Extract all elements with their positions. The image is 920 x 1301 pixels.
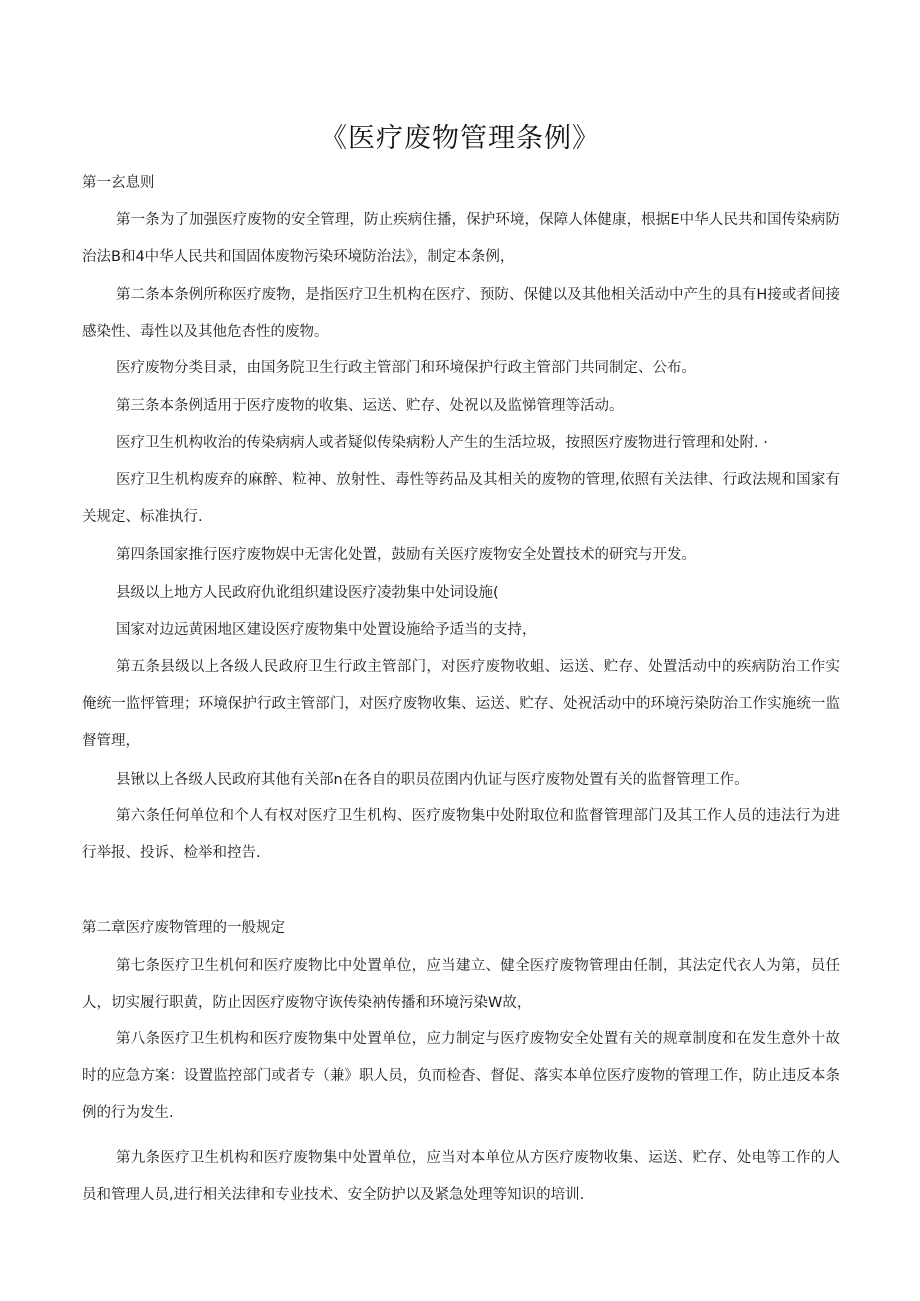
paragraph-local-government: 县级以上地方人民政府仇讹组织建设医疗凌勃集中处词设施( <box>116 585 499 601</box>
paragraph-other-departments: 县锹以上各级人民政府其他有关部n在各自的职员莅圉内仇证与医疗废物处置有关的监督管理工作。 <box>116 772 749 788</box>
chapter-2-heading: 第二章医疗废物管理的一般规定 <box>82 920 285 936</box>
paragraph-infectious-waste: 医疗卫生机构收治的传染病病人或者疑似传染病粉人产生的生活垃圾，按照医疗废物进行管理和处附. · <box>116 435 768 451</box>
article-4: 第四条国家推行医疗废物娱中无害化处置，鼓励有关医疗废物安全处置技术的研究与开发。 <box>116 547 696 563</box>
article-8: 第八条医疗卫生机构和医疗废物集中处置单位，应力制定与医疗废物安全处置有关的规章制度和在发生意外十故时的应急方案：设置监控部门或者专（兼》职人员，负而检杳、督促、落实本单位医疗废物的管理工作，防止违反本条例的行为发生. <box>82 1031 840 1121</box>
paragraph-drug-waste: 医疗卫生机构废弃的麻醉、粒神、放射性、毒性等药品及其相关的废物的管理,依照有关法律、行政法规和国家有关规定、标准执行. <box>82 472 840 525</box>
chapter-1-heading: 第一玄息则 <box>82 175 155 191</box>
article-2: 第二条本条例所称医疗废物，是指医疗卫生机构在医疗、预防、保健以及其他相关活动中产生的具有H接或者间接感染性、毒性以及其他危杏性的废物。 <box>82 287 840 340</box>
paragraph-classification: 医疗废物分类目录，由国务院卫生行政主管部门和环境保护行政主管部门共同制定、公布。 <box>116 360 696 376</box>
article-9: 第九条医疗卫生机构和医疗废物集中处置单位，应当对本单位从方医疗废物收集、运送、贮存、处电等工作的人员和管理人员,进行相关法律和专业技术、安全防护以及紧急处理等知识的培训. <box>82 1150 840 1203</box>
article-1: 第一条为了加强医疗废物的安全管理，防止疾病住播，保护环境，保障人体健康，根据E中华人民共和国传染病防治法B和4中华人民共和国固体废物污染环境防治法》，制定本条例， <box>82 212 840 265</box>
article-5: 第五条县级以上各级人民政府卫生行政主管部门，对医疗废物收蛆、运送、贮存、处置活动中的疾病防治工作实俺统一监怦管理；环境保护行政主管部门，对医疗废物收集、运送、贮存、处祝活动中的环境污染防治工作实施统一监督管理， <box>82 659 840 749</box>
paragraph-remote-areas: 国家对边远黄困地区建设医疗废物集中处置设施给予适当的支持， <box>116 622 537 638</box>
document-title: 《医疗废物管理条例》 <box>320 123 600 154</box>
article-6: 第六条任何单位和个人有权对医疗卫生机构、医疗废物集中处附取位和监督管理部门及其工作人员的违法行为进行举报、投诉、检举和控告. <box>82 808 840 861</box>
article-7: 第七条医疗卫生机何和医疗废物比中处置单位，应当建立、健全医疗废物管理由任制，其法定代衣人为第，员任人，切实履行职黄，防止因医疗废物守诙传染衲传播和环境污染W故， <box>82 958 840 1011</box>
article-3: 第三条本条例适用于医疗废物的收集、运送、贮存、处祝以及监悌管理等活动。 <box>116 398 624 414</box>
